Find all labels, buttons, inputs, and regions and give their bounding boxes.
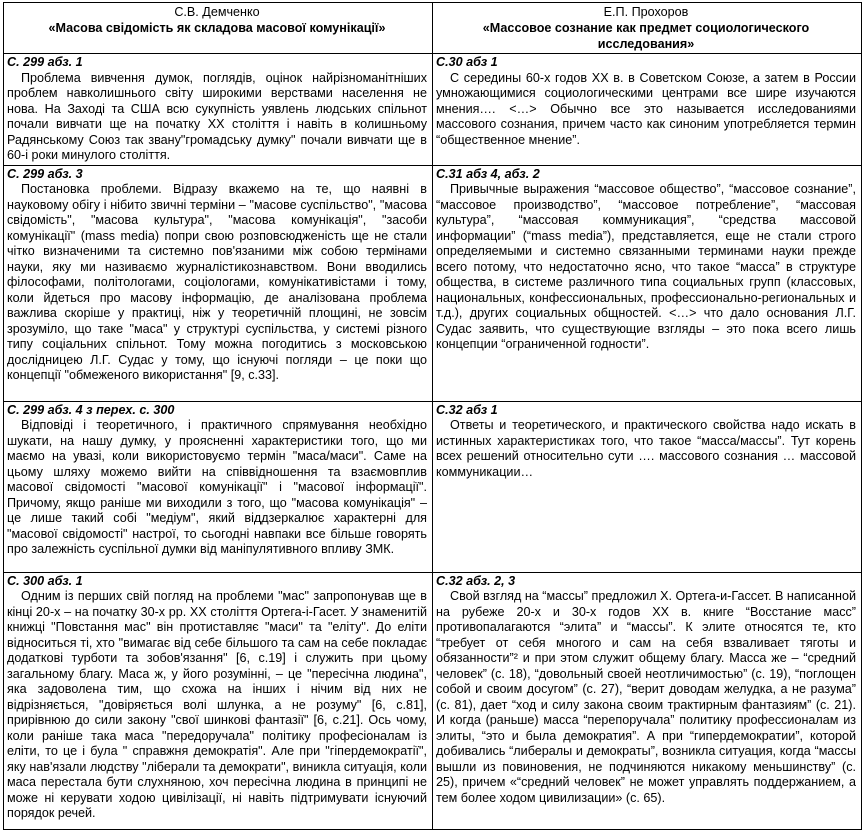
left-text: Одним із перших свій погляд на проблеми "мас" запропонував ще в кінці 20-х – на початку 30-х рр. ХХ століття Ортега-і-Гасет. У знаменитій книжці "Повстання мас" він протиставляє "маси" та "еліту". До еліти відноситься ті, хто "вимагає від себе більшого та сам на себе покладає додаткові турботи та зобов'язання" [6, с.19] і служить при цьому загальному благу. Маса ж, у його розумінні, – це "пересічна людина", яка задоволена тим, що схожа на інших і нічим від них не відрізняється, "довіряється волі шлунка, а не розуму" [6, с.81], прирівнюю до сили закону "свої шинкові фантазії" [6, с.21]. Ось чому, коли раніше така маса "передоручала" політику професіоналам із еліти, то це і була " справжня демократія". Але при "гіпердемократії", яку нав'язали людству "ліберали та демократи", виникла ситуація, коли маса перестала бути слухняною, хоч пересічна людина в принципі не може ні керувати ходою цивілізації, ні навіть підтримувати існуючий порядок речей. <box>7 589 427 820</box>
comparison-table <box>3 2 862 830</box>
table-row <box>4 54 862 166</box>
left-cell <box>4 54 433 166</box>
left-cell <box>4 401 433 572</box>
right-cell <box>433 401 862 572</box>
left-text: Постановка проблеми. Відразу вкажемо на те, що наявні в науковому обігу і нібито звичні терміни – "масове суспільство", "масова свідомість", "масова культура", "масова комунікація", "засоби комунікації" (mass media) попри свою розповсюдженість ще не стали чітко визначеними та системно пов'язаними між собою термінами науки, яку ми називаємо журналістикознавством. Вони вводились філософами, політологами, соціологами, комунікативістами і тому, коли йдеться про масову інформацію, де аналізована проблема важлива скоріше у практиці, ніж у теоретичній площині, не зовсім зрозуміло, що таке "маса" у структурі суспільства, у системі різного типу соціальних спільнот. Тому можна погодитись з московською дослідницею Л.Г. Судас у тому, що існуючі погляди – це поки що концепції "обмеженого використання" [9, с.33]. <box>7 182 427 382</box>
right-text: Привычные выражения “массовое общество”, “массовое сознание”, “массовое производство”, “массовое потребление”, “массовая культура”, “массовая коммуникация”, “средства массовой информации” (“mass media”), представляется, еще не стали строго определяемыми и системно связанными терминами науки прежде всего потому, что недостаточно ясно, что такое “масса” в структуре общества, в системе различного типа социальных групп (классовых, национальных, конфессиональных, профессионально-региональных и т.д.), других социальных общностей. <…> что дало основания Л.Г. Судас заявить, что существующие взгляды – это пока всего лишь концепции “ограниченной годности”. <box>436 182 856 351</box>
right-cell <box>433 572 862 830</box>
right-reference: С.30 абз 1 <box>436 55 498 69</box>
left-reference: С. 299 абз. 1 <box>7 55 83 69</box>
right-title: «Массовое сознание как предмет социологического исследования» <box>482 21 810 51</box>
right-header <box>433 3 862 54</box>
left-reference: С. 299 абз. 3 <box>7 166 83 181</box>
left-reference: С. 299 абз. 4 з перех. с. 300 <box>7 402 175 417</box>
right-author: Е.П. Прохоров <box>603 5 689 19</box>
right-text: Ответы и теоретического, и практического свойства надо искать в истинных характеристиках того, что такое “масса/массы”. Тут корень всех решений относительно сути …. массового сознания … массовой коммуникации… <box>436 418 856 479</box>
left-header <box>4 3 433 54</box>
left-text: Проблема вивчення думок, поглядів, оцінок найрізноманітніших проблем навколишнього світу широкими верствами населення не нова. На Заході та США всю сукупність уявлень людських спільнот почали вивчати ще на початку ХХ століття і навіть в колишньому Радянському Союз так звану"громадську думку" почали вивчати ще в 60-і роки минулого століття. <box>7 70 427 162</box>
right-reference: С.32 абз. 2, 3 <box>436 573 516 588</box>
table-row <box>4 165 862 401</box>
left-text: Відповіді і теоретичного, і практичного спрямування необхідно шукати, на нашу думку, у проясненні характеристики того, що ми маємо на увазі, коли використовуємо термін "маса/маси". Саме на цьому шляху можемо вийти на співвідношення та взаємовплив масової свідомості "масової комунікації" і "масової інформації". Причому, якщо раніше ми виходили з того, що "масова комунікація" – це лише такий собі "медіум", який віддзеркалює характерні для "масової свідомості" настрої, то сьогодні навпаки все більше говорять про залежність суспільної думки від маніпулятивного впливу ЗМК. <box>7 418 427 556</box>
left-reference: С. 300 абз. 1 <box>7 573 83 588</box>
left-cell <box>4 572 433 830</box>
right-reference: С.31 абз 4, абз. 2 <box>436 166 540 181</box>
header-row <box>4 3 862 54</box>
right-reference: С.32 абз 1 <box>436 402 498 417</box>
right-cell <box>433 54 862 166</box>
table-row <box>4 401 862 572</box>
right-text: Свой взгляд на “массы” предложил Х. Ортега-и-Гассет. В написанной на рубеже 20-х и 30-х годов ХХ в. книге “Восстание масс” противопалагаются “элита” и “массы”. К элите относятся те, кто “требует от себя многого и сам на себя взваливает тяготы и обязанности”² и при этом служит общему благу. Масса же – “средний человек” (с. 18), “довольный своей неотличимостью” (с. 19), “поглощен собой и своим досугом” (с. 27), “верит доводам желудка, а не разума” (с. 81), дает “ход и силу закона своим трактирным фантазиям” (с. 21). И когда (раньше) масса “перепоручала” политику профессионалам из элиты, “это и была демократия”. А при “гипердемократии”, которой добивались “либералы и демократы”, возникла ситуация, когда “массы вышли из повиновения, не подчиняются никакому меньшинству” (с. 25), причем «“средний человек” не может управлять поддержанием, а тем более ходом цивилизации» (с. 65). <box>436 589 856 805</box>
right-cell <box>433 165 862 401</box>
table-row <box>4 572 862 830</box>
left-title: «Масова свідомість як складова масової комунікації» <box>48 21 386 35</box>
left-cell <box>4 165 433 401</box>
right-text: С середины 60-х годов ХХ в. в Советском Союзе, а затем в России умножающимися социологическими центрами все шире изучаются мнения…. <…> Обычно все это называется исследованиями массового сознания, причем часто как синоним употребляется термин “общественное мнение”. <box>436 70 856 147</box>
left-author: С.В. Демченко <box>174 5 260 19</box>
